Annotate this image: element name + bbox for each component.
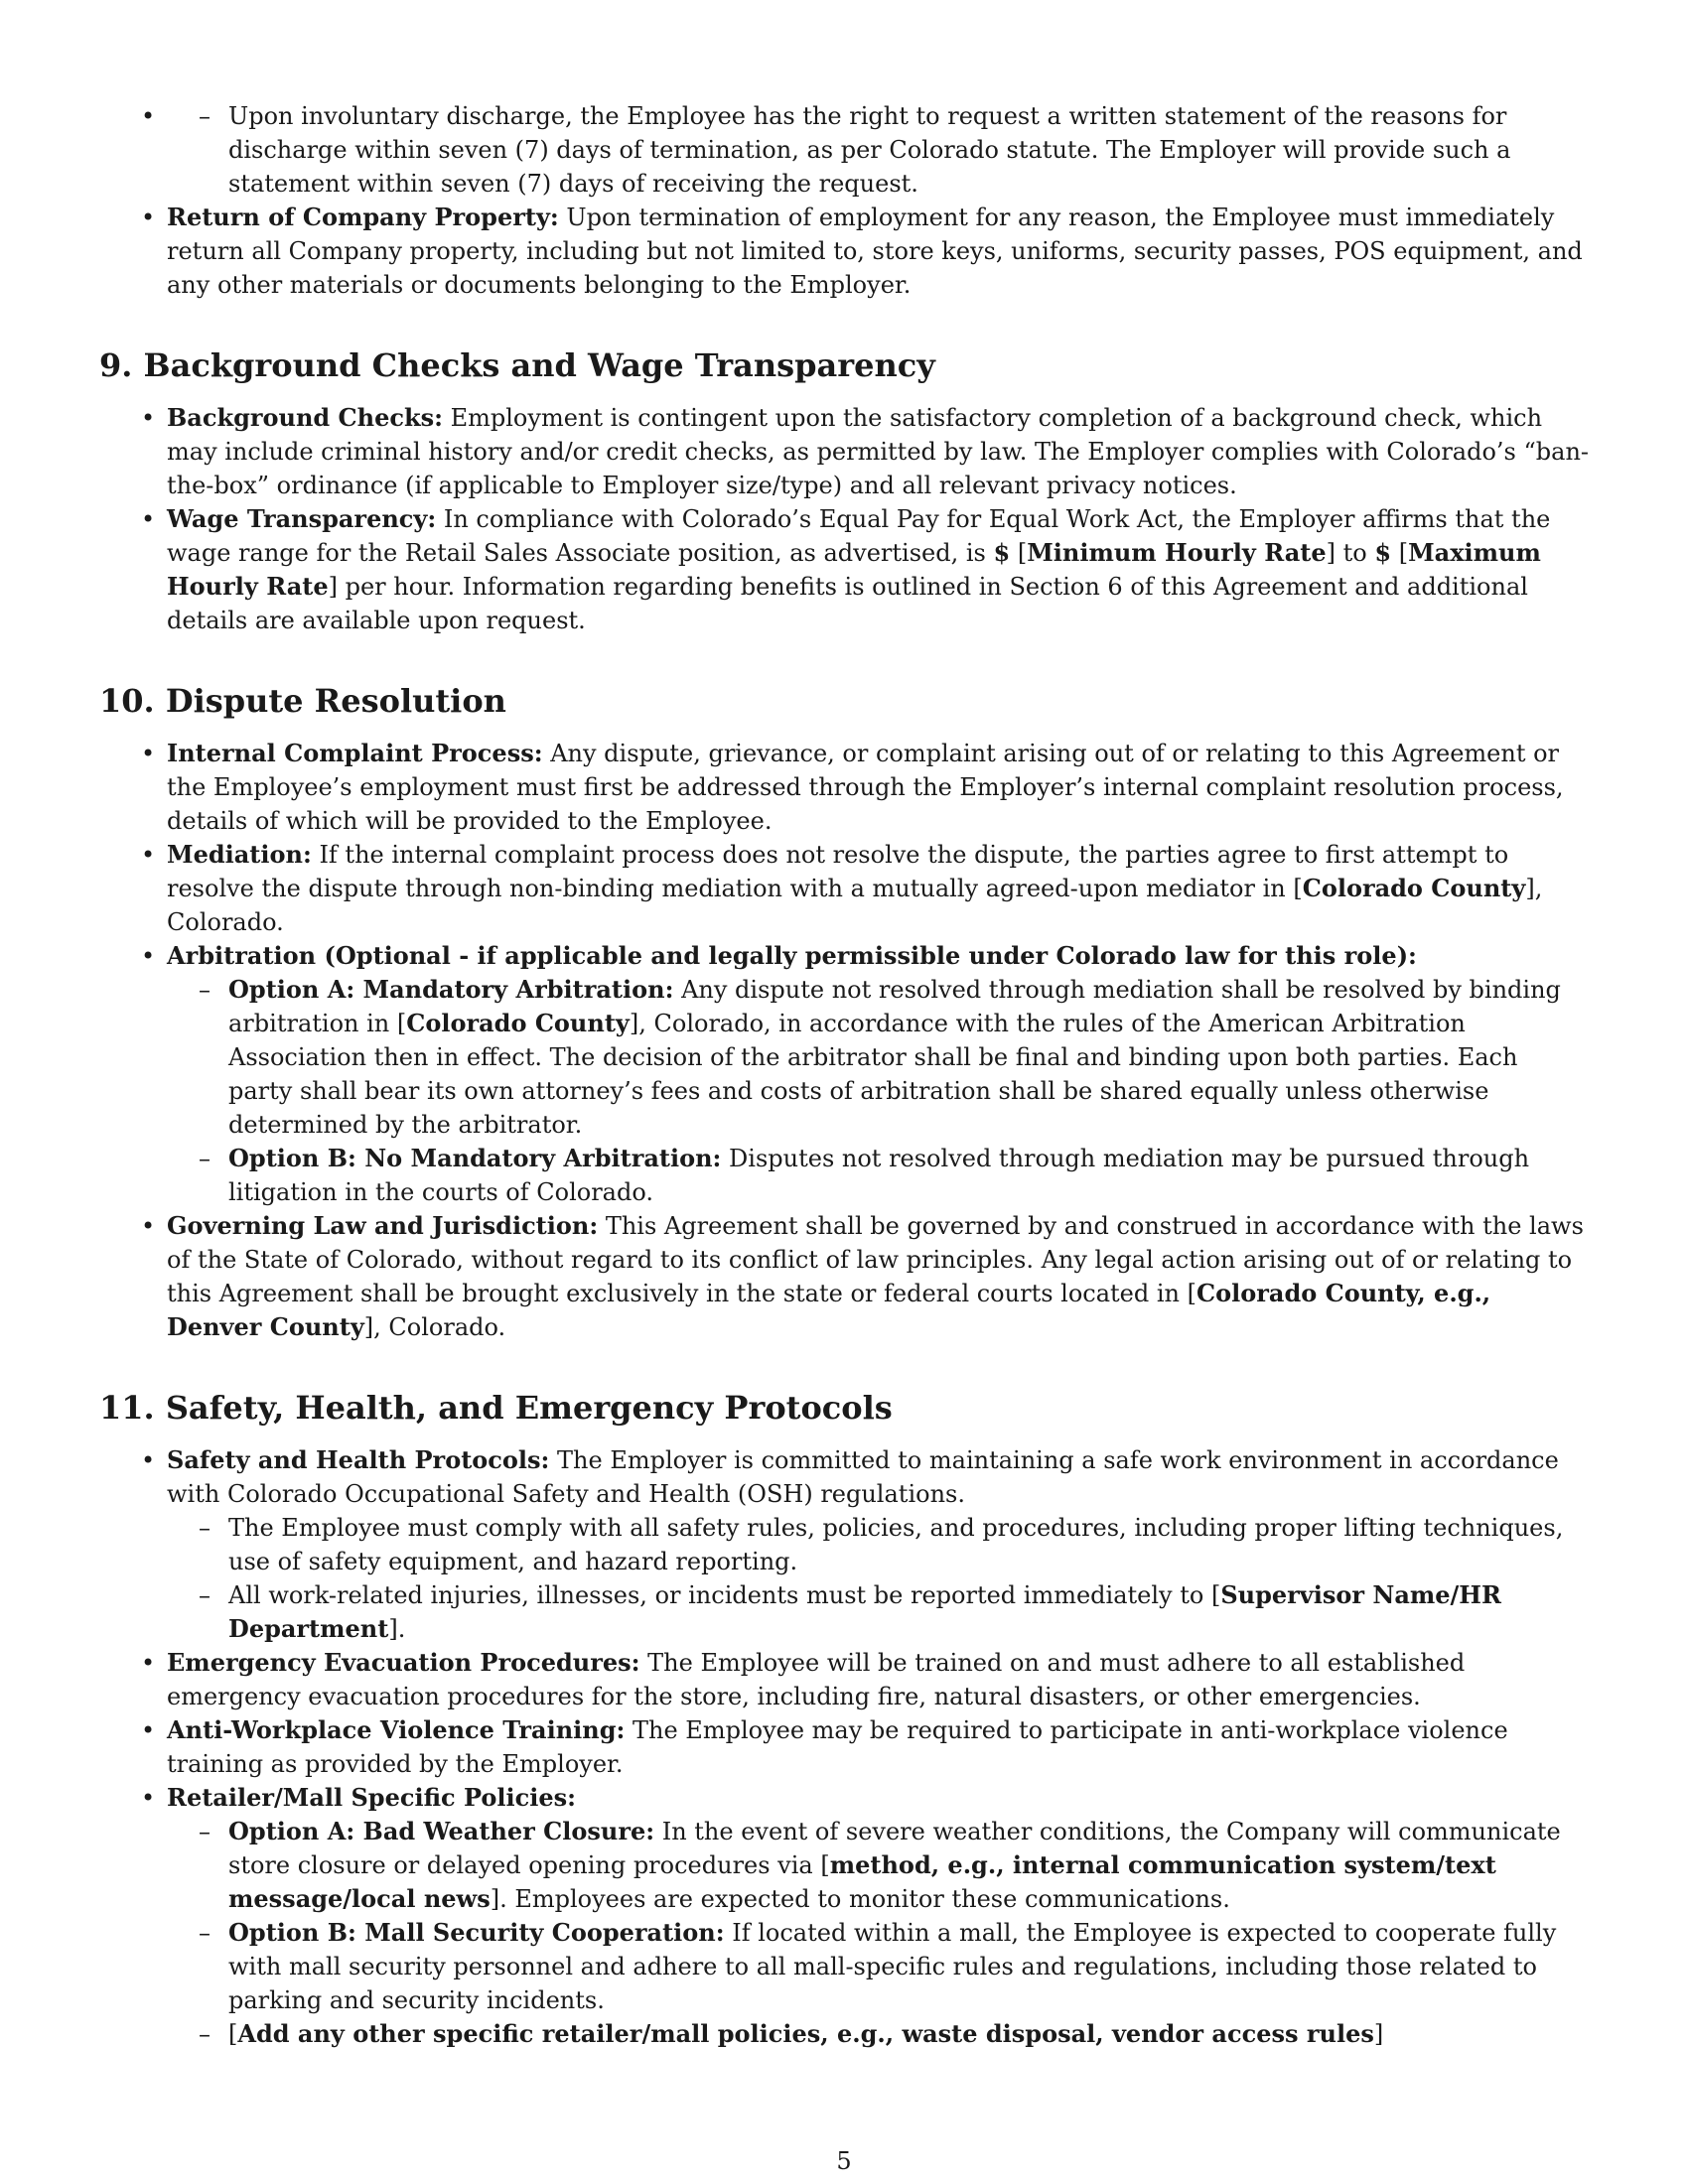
section-9-list — [99, 401, 1589, 637]
item-heading: Return of Company Property: — [167, 203, 559, 231]
mediation-item: • Mediation: If the internal complaint process does not resolve the dispute, the parties agree to first attempt to resolve the dispute through non-binding mediation with a mutually agreed-upon mediator in [Colorado County], Colorado. — [167, 838, 1589, 939]
arbitration-options — [167, 973, 1589, 1209]
section-11-list — [99, 1443, 1589, 2051]
safety-subitems — [167, 1511, 1589, 1646]
placeholder-min-rate: Minimum Hourly Rate — [1027, 538, 1327, 567]
placeholder-supervisor: Supervisor Name/HR Department — [228, 1580, 1501, 1643]
item-heading: Arbitration (Optional - if applicable and legally permissible under Colorado law for this role): — [167, 941, 1417, 970]
arbitration-option-b: – Option B: No Mandatory Arbitration: Disputes not resolved through mediation may be pursued through litigation in the courts of Colorado. — [228, 1142, 1589, 1209]
retailer-options — [167, 1815, 1589, 2051]
arbitration-option-a: – Option A: Mandatory Arbitration: Any dispute not resolved through mediation shall be resolved by binding arbitration in [Colorado County], Colorado, in accordance with the rules of the American Arbitration Association then in effect. The decision of the arbitrator shall be final and binding upon both parties. Each party shall bear its own attorney’s fees and costs of arbitration shall be shared equally unless otherwise determined by the arbitrator. — [228, 973, 1589, 1142]
item-heading: Mediation: — [167, 840, 312, 869]
retailer-other-policies: – [Add any other specific retailer/mall policies, e.g., waste disposal, vendor access rules] — [228, 2017, 1589, 2051]
retailer-option-b: – Option B: Mall Security Cooperation: If located within a mall, the Employee is expected to cooperate fully with mall security personnel and adhere to all mall-specific rules and regulations, including those related to parking and security incidents. — [228, 1916, 1589, 2017]
item-heading: Anti-Workplace Violence Training: — [167, 1715, 626, 1744]
violence-training-item: • Anti-Workplace Violence Training: The Employee may be required to participate in anti-workplace violence training as provided by the Employer. — [167, 1713, 1589, 1781]
evacuation-item: • Emergency Evacuation Procedures: The Employee will be trained on and must adhere to all established emergency evacuation procedures for the store, including fire, natural disasters, or other emergencies. — [167, 1646, 1589, 1713]
section-10-list — [99, 737, 1589, 1344]
wage-transparency-item: • Wage Transparency: In compliance with Colorado’s Equal Pay for Equal Work Act, the Employer affirms that the wage range for the Retail Sales Associate position, as advertised, is $ [Minimum Hourly Rate] to $ [Maximum Hourly Rate] per hour. Information regarding benefits is outlined in Section 6 of this Agreement and additional details are available upon request. — [167, 502, 1589, 637]
item-heading: Background Checks: — [167, 403, 443, 432]
section-11-heading: 11. Safety, Health, and Emergency Protocols — [99, 1389, 893, 1427]
item-heading: Retailer/Mall Specific Policies: — [167, 1783, 577, 1812]
placeholder-max-rate: Maximum Hourly Rate — [167, 538, 1541, 601]
placeholder-county: Colorado County, e.g., Denver County — [167, 1279, 1491, 1341]
placeholder-method: method, e.g., internal communication system/text message/local news — [228, 1850, 1496, 1913]
retailer-option-a: – Option A: Bad Weather Closure: In the event of severe weather conditions, the Company will communicate store closure or delayed opening procedures via [method, e.g., internal communication system/text message/local news]. Employees are expected to monitor these communications. — [228, 1815, 1589, 1916]
arbitration-item — [167, 939, 1589, 1209]
retailer-policies-item — [167, 1781, 1589, 2051]
section-10-heading: 10. Dispute Resolution — [99, 682, 506, 720]
item-heading: Emergency Evacuation Procedures: — [167, 1648, 640, 1677]
placeholder-county: Colorado County — [406, 1009, 630, 1037]
section-9-heading: 9. Background Checks and Wage Transparency — [99, 346, 935, 384]
safety-subitem: – All work-related injuries, illnesses, or incidents must be reported immediately to [Supervisor Name/HR Department]. — [228, 1578, 1589, 1646]
sublist — [167, 99, 1589, 201]
governing-law-item: • Governing Law and Jurisdiction: This Agreement shall be governed by and construed in accordance with the laws of the State of Colorado, without regard to its conflict of law principles. Any legal action arising out of or relating to this Agreement shall be brought exclusively in the state or federal courts located in [Colorado County, e.g., Denver County], Colorado. — [167, 1209, 1589, 1344]
discharge-statement-item: – • Upon involuntary discharge, the Employee has the right to request a written statement of the reasons for discharge within seven (7) days of termination, as per Colorado statute. The Employer will provide such a statement within seven (7) days of receiving the request. — [228, 99, 1589, 201]
placeholder-county: Colorado County — [1302, 874, 1526, 902]
list-item — [167, 99, 1589, 201]
safety-subitem: – The Employee must comply with all safety rules, policies, and procedures, including proper lifting techniques, use of safety equipment, and hazard reporting. — [228, 1511, 1589, 1578]
internal-complaint-item: • Internal Complaint Process: Any dispute, grievance, or complaint arising out of or relating to this Agreement or the Employee’s employment must first be addressed through the Employer’s internal complaint resolution process, details of which will be provided to the Employee. — [167, 737, 1589, 838]
item-heading: Safety and Health Protocols: — [167, 1445, 550, 1474]
page-number: 5 — [836, 2147, 852, 2175]
return-property-item: • Return of Company Property: Upon termination of employment for any reason, the Employee must immediately return all Company property, including but not limited to, store keys, uniforms, security passes, POS equipment, and any other materials or documents belonging to the Employer. — [167, 201, 1589, 302]
item-heading: Governing Law and Jurisdiction: — [167, 1211, 599, 1240]
placeholder-other-policies: Add any other specific retailer/mall policies, e.g., waste disposal, vendor access rules — [237, 2019, 1374, 2048]
section8-continuation — [99, 99, 1589, 201]
document-page — [99, 99, 1589, 2051]
item-heading: Internal Complaint Process: — [167, 739, 543, 767]
safety-health-item: • Safety and Health Protocols: The Employer is committed to maintaining a safe work environment in accordance with Colorado Occupational Safety and Health (OSH) regulations. – The Employee must comply with all safety rules, policies, and procedures, including proper lifting techniques, use of safety equipment, and hazard reporting. – All work-related injuries, illnesses, or incidents must be reported immediately to [Supervisor Name/HR Department]. — [167, 1443, 1589, 1646]
item-heading: Wage Transparency: — [167, 504, 437, 533]
background-checks-item: • Background Checks: Employment is contingent upon the satisfactory completion of a background check, which may include criminal history and/or credit checks, as permitted by law. The Employer complies with Colorado’s “ban-the-box” ordinance (if applicable to Employer size/type) and all relevant privacy notices. — [167, 401, 1589, 502]
section8-list — [99, 201, 1589, 302]
